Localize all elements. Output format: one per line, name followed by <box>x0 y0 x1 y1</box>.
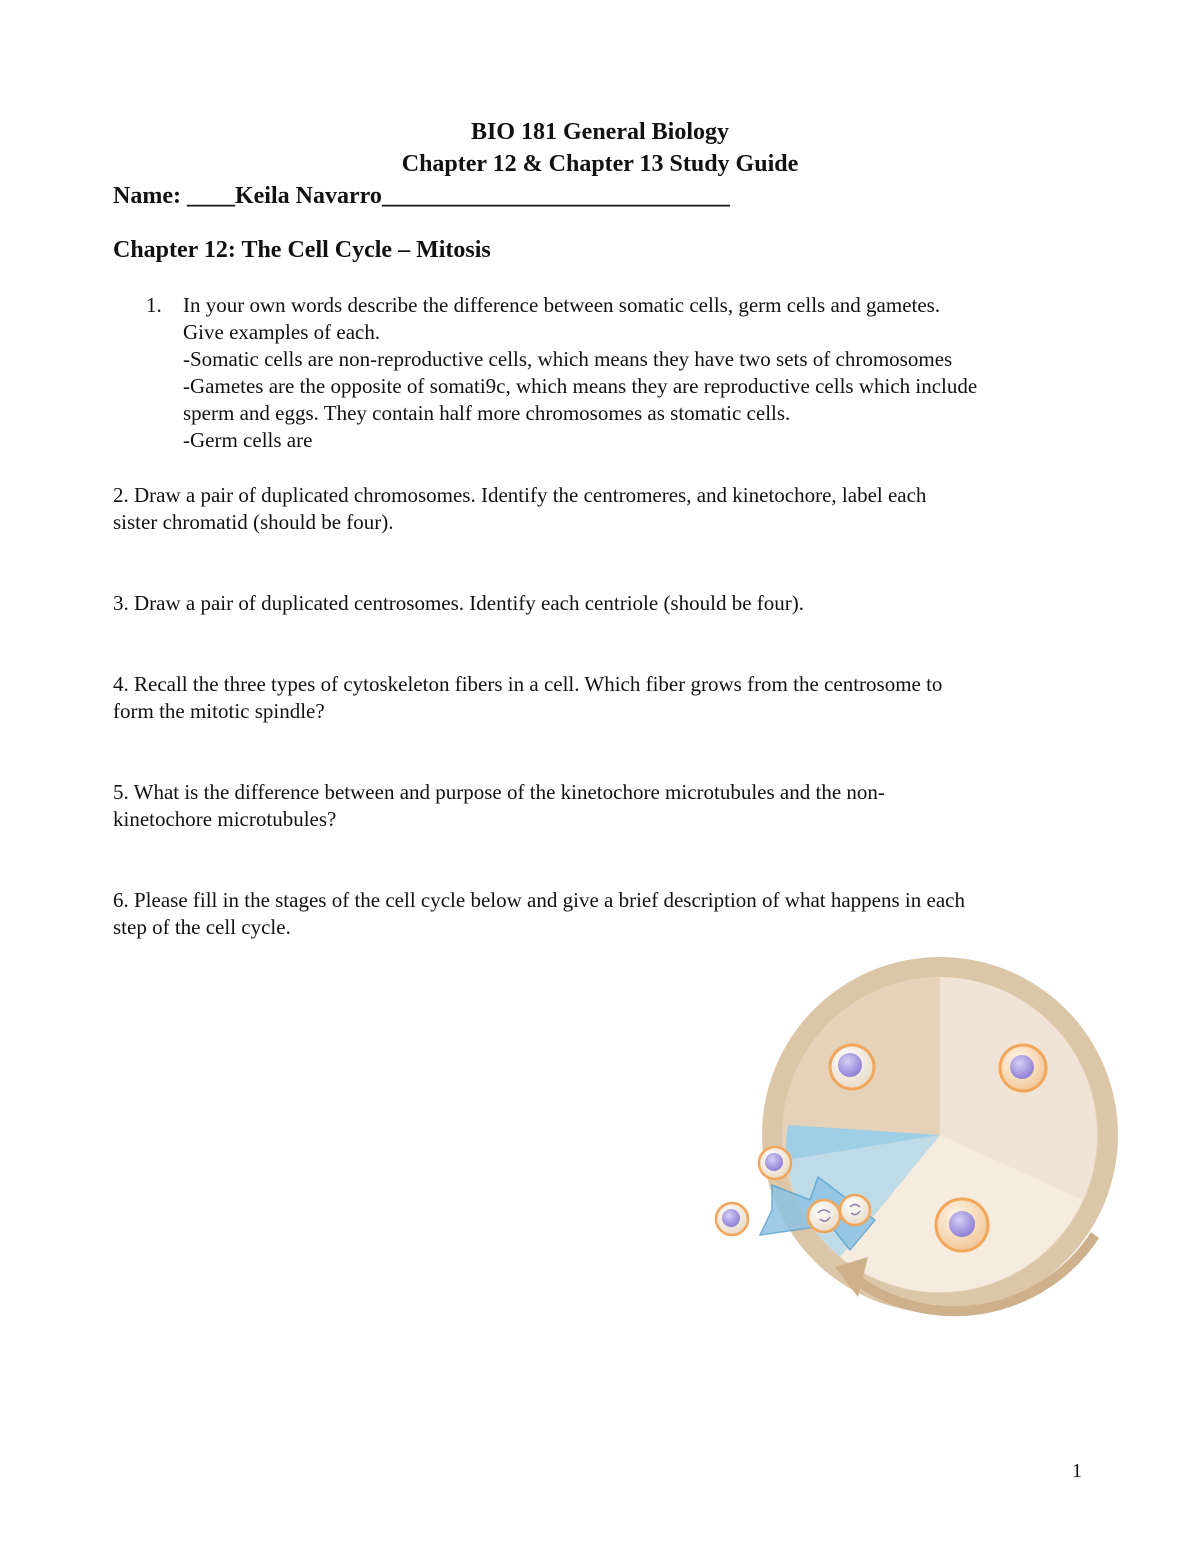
question-6-line: step of the cell cycle. <box>113 915 291 939</box>
question-5-line: kinetochore microtubules? <box>113 807 337 831</box>
cell-daughter <box>716 1203 748 1235</box>
question-1-prompt-line: Give examples of each. <box>183 320 381 344</box>
question-1 <box>146 292 1106 454</box>
question-2 <box>113 482 1093 536</box>
question-6 <box>113 887 1093 941</box>
question-3-line: 3. Draw a pair of duplicated centrosomes. Identify each centriole (should be four). <box>113 591 804 615</box>
cell-s <box>1000 1045 1046 1091</box>
student-name-line: Name: ____Keila Navarro_____________________________ <box>113 183 730 209</box>
chapter-heading: Chapter 12: The Cell Cycle – Mitosis <box>113 237 491 263</box>
question-4 <box>113 671 1093 725</box>
question-2-line: sister chromatid (should be four). <box>113 510 394 534</box>
page-number: 1 <box>1072 1460 1082 1482</box>
question-1-number: 1. <box>146 293 162 317</box>
cell-prophase <box>759 1147 791 1179</box>
question-1-answer-line: -Somatic cells are non-reproductive cells, which means they have two sets of chromosomes <box>183 347 953 371</box>
question-1-prompt-line: In your own words describe the difference between somatic cells, germ cells and gametes. <box>183 293 941 317</box>
cell-cycle-diagram <box>700 945 1140 1325</box>
question-5 <box>113 779 1093 833</box>
question-4-line: form the mitotic spindle? <box>113 699 325 723</box>
cell-g1 <box>830 1045 874 1089</box>
question-6-line: 6. Please fill in the stages of the cell cycle below and give a brief description of what happens in each <box>113 888 965 912</box>
question-1-answer-line: sperm and eggs. They contain half more chromosomes as stomatic cells. <box>183 401 791 425</box>
course-title: BIO 181 General Biology <box>471 119 729 145</box>
question-5-line: 5. What is the difference between and purpose of the kinetochore microtubules and the non- <box>113 780 885 804</box>
question-4-line: 4. Recall the three types of cytoskeleton fibers in a cell. Which fiber grows from the centrosome to <box>113 672 943 696</box>
question-1-answer-line: -Gametes are the opposite of somati9c, which means they are reproductive cells which include <box>183 374 978 398</box>
question-1-answer-line: -Germ cells are <box>183 428 313 452</box>
cell-g2 <box>936 1199 988 1251</box>
question-2-line: 2. Draw a pair of duplicated chromosomes. Identify the centromeres, and kinetochore, label each <box>113 483 927 507</box>
guide-title: Chapter 12 & Chapter 13 Study Guide <box>401 151 799 177</box>
question-3 <box>113 590 1093 617</box>
